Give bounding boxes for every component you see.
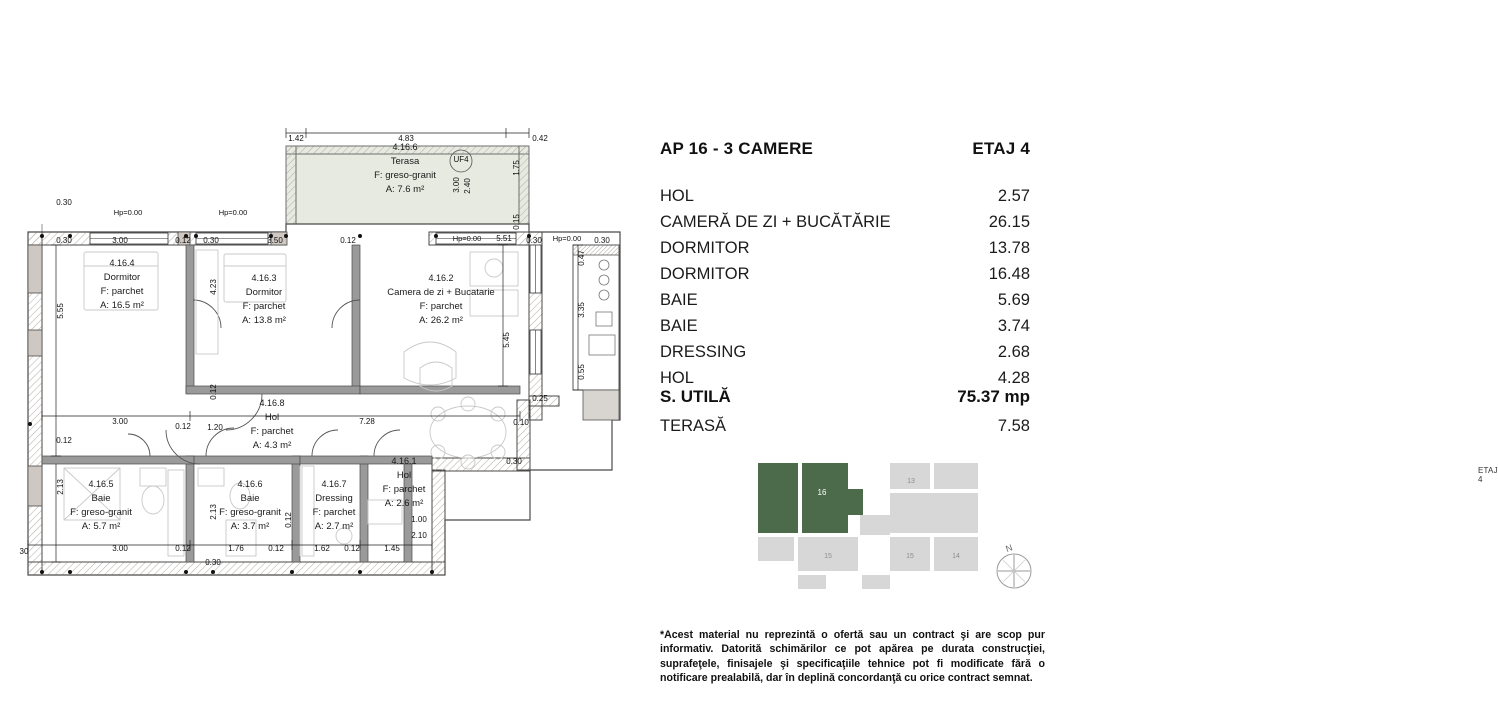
plan-dimension: 0.30 xyxy=(594,236,610,245)
plan-dimension: 3.00 xyxy=(112,236,128,245)
plan-dimension: 0.30 xyxy=(56,198,72,207)
plan-room-finish: F: parchet xyxy=(100,286,144,297)
svg-text:13: 13 xyxy=(907,478,915,485)
plan-dimension: 0.12 xyxy=(175,544,191,553)
plan-dimension: 0.10 xyxy=(513,418,529,427)
terrace-label: TERASĂ xyxy=(660,417,727,435)
room-area: 2.57 xyxy=(997,186,1030,205)
plan-dimension: 1.62 xyxy=(314,544,330,553)
floor-plan xyxy=(0,0,640,720)
plan-room-name: Baie xyxy=(240,493,260,504)
plan-dimension: 1.00 xyxy=(411,515,427,524)
room-row xyxy=(660,209,1030,235)
plan-dimension-vertical: 0.12 xyxy=(284,512,293,528)
plan-dimension: 1.45 xyxy=(384,544,400,553)
plan-room-code: 4.16.3 xyxy=(251,273,277,283)
svg-text:15: 15 xyxy=(824,553,832,560)
plan-dimension-vertical: 0.47 xyxy=(577,250,586,266)
plan-dimension: 0.25 xyxy=(532,394,548,403)
plan-room-code: 4.16.6 xyxy=(392,142,418,152)
north-arrow xyxy=(997,542,1031,588)
plan-room-name: Dormitor xyxy=(103,272,141,283)
plan-room-finish: F: parchet xyxy=(242,301,286,312)
plan-dimension: 7.28 xyxy=(359,417,375,426)
plan-dimension: 3.00 xyxy=(112,417,128,426)
plan-room-finish: F: greso-granit xyxy=(374,170,436,181)
plan-dimension: 0.12 xyxy=(56,436,72,445)
room-area: 2.68 xyxy=(997,343,1030,362)
plan-dimension-vertical: 3.35 xyxy=(577,302,586,318)
plan-room-area: A: 2.7 m² xyxy=(314,521,354,532)
plan-dimension: 1.20 xyxy=(207,423,223,432)
room-area: 3.74 xyxy=(997,317,1030,336)
plan-dimension: 30 xyxy=(19,547,29,556)
plan-room-name: Terasa xyxy=(390,156,420,167)
plan-dimension-vertical: 1.75 xyxy=(512,160,521,176)
disclaimer-text: *Acest material nu reprezintă o ofertă sau un contract şi are scop pur informativ. Datorită schimărilor ce pot apărea pe durata construcţiei, suprafeţele, finisajele şi specificaţiile tehnice pot fi modificate fără o notificare prealabilă, dar în deplină concordanţă cu orice contract semnat. xyxy=(660,629,1045,684)
terrace-area-row xyxy=(660,417,1030,436)
plan-dimension: 0.12 xyxy=(268,544,284,553)
plan-room-name: Baie xyxy=(91,493,111,504)
plan-room-name: Camera de zi + Bucatarie xyxy=(387,287,495,298)
plan-dimension-vertical: 3.00 xyxy=(452,177,461,193)
plan-room-area: A: 3.7 m² xyxy=(230,521,270,532)
plan-dimension: 1.42 xyxy=(288,134,304,143)
plan-dimension: 0.30 xyxy=(506,457,522,466)
total-value: 75.37 mp xyxy=(957,387,1030,406)
room-area: 4.28 xyxy=(997,369,1030,388)
floor-label: ETAJ 4 xyxy=(972,139,1030,158)
plan-room-code: 4.16.1 xyxy=(391,456,417,466)
room-area: 5.69 xyxy=(997,291,1030,309)
plan-window-height: Hp=0.00 xyxy=(552,234,582,243)
svg-text:16: 16 xyxy=(817,488,827,497)
plan-room-name: Dormitor xyxy=(245,287,283,298)
plan-room-name: Hol xyxy=(396,470,412,481)
rooms-table xyxy=(660,183,1030,392)
room-row xyxy=(660,314,1030,340)
plan-dimension: 3.00 xyxy=(112,544,128,553)
svg-text:14: 14 xyxy=(952,553,960,560)
plan-marker-label: UF4 xyxy=(453,155,469,164)
room-row xyxy=(660,288,1030,314)
plan-room-finish: F: parchet xyxy=(382,484,426,495)
plan-room-area: A: 5.7 m² xyxy=(81,521,121,532)
plan-dimension-vertical: 0.55 xyxy=(577,364,586,380)
room-name: CAMERĂ DE ZI + BUCĂTĂRIE xyxy=(660,212,891,231)
svg-text:15: 15 xyxy=(906,553,914,560)
room-name: DRESSING xyxy=(660,343,747,362)
room-row xyxy=(660,261,1030,287)
plan-room-finish: F: parchet xyxy=(419,301,463,312)
room-row xyxy=(660,183,1030,209)
plan-room-area: A: 2.6 m² xyxy=(384,498,424,509)
room-name: HOL xyxy=(660,369,694,388)
total-usable-area-row xyxy=(660,387,1030,407)
plan-dimension: 0.12 xyxy=(344,544,360,553)
info-panel xyxy=(650,0,1498,720)
plan-room-finish: F: greso-granit xyxy=(219,507,281,518)
plan-dimension: 3.50 xyxy=(267,236,283,245)
plan-dimension: 0.12 xyxy=(340,236,356,245)
plan-room-area: A: 7.6 m² xyxy=(385,184,425,195)
plan-room-finish: F: parchet xyxy=(312,507,356,518)
plan-dimension-vertical: 2.40 xyxy=(463,178,472,194)
total-label: S. UTILĂ xyxy=(660,387,731,406)
plan-room-code: 4.16.2 xyxy=(428,273,454,283)
svg-text:N: N xyxy=(1004,542,1014,554)
room-name: HOL xyxy=(660,186,694,205)
plan-room-code: 4.16.7 xyxy=(321,479,347,489)
plan-room-area: A: 16.5 m² xyxy=(100,300,144,311)
plan-room-name: Dressing xyxy=(315,493,353,504)
plan-room-code: 4.16.4 xyxy=(109,258,135,268)
plan-dimension: 0.42 xyxy=(532,134,548,143)
key-plan xyxy=(738,455,1038,605)
plan-dimension-vertical: 4.23 xyxy=(209,279,218,295)
room-name: DORMITOR xyxy=(660,264,750,283)
plan-dimension-vertical: 2.13 xyxy=(56,479,65,495)
plan-dimension: 0.30 xyxy=(203,236,219,245)
room-row xyxy=(660,340,1030,366)
plan-room-finish: F: greso-granit xyxy=(70,507,132,518)
plan-dimension: 1.76 xyxy=(228,544,244,553)
plan-dimension: 2.10 xyxy=(411,531,427,540)
room-area: 26.15 xyxy=(988,212,1030,231)
plan-dimension: 0.12 xyxy=(175,236,191,245)
plan-dimension: 0.30 xyxy=(56,236,72,245)
room-row xyxy=(660,235,1030,261)
room-name: BAIE xyxy=(660,317,698,336)
plan-dimension: 4.83 xyxy=(398,134,414,143)
plan-room-area: A: 4.3 m² xyxy=(252,440,292,451)
plan-room-code: 4.16.6 xyxy=(237,479,263,489)
plan-room-finish: F: parchet xyxy=(250,426,294,437)
room-name: DORMITOR xyxy=(660,238,750,257)
plan-room-area: A: 13.8 m² xyxy=(242,315,286,326)
plan-window-height: Hp=0.00 xyxy=(452,234,482,243)
room-area: 16.48 xyxy=(988,264,1030,283)
plan-dimension: 0.12 xyxy=(175,422,191,431)
keyplan-floor-label: ETAJ 4 xyxy=(1478,466,1498,484)
plan-dimension-vertical: 0.15 xyxy=(512,214,521,230)
plan-dimension: 5.51 xyxy=(496,234,512,243)
plan-room-name: Hol xyxy=(264,412,280,423)
apartment-title: AP 16 - 3 CAMERE xyxy=(660,139,814,158)
terrace-value: 7.58 xyxy=(997,417,1030,435)
plan-dimension-vertical: 5.45 xyxy=(502,332,511,348)
plan-dimension-vertical: 5.55 xyxy=(56,303,65,319)
plan-window-height: Hp=0.00 xyxy=(218,208,248,217)
plan-room-code: 4.16.5 xyxy=(88,479,114,489)
plan-room-code: 4.16.8 xyxy=(259,398,285,408)
plan-dimension: 0.30 xyxy=(205,558,221,567)
plan-dimension-vertical: 0.12 xyxy=(209,384,218,400)
panel-header xyxy=(660,139,1030,159)
plan-window-height: Hp=0.00 xyxy=(113,208,143,217)
room-name: BAIE xyxy=(660,291,698,309)
plan-room-area: A: 26.2 m² xyxy=(419,315,463,326)
plan-dimension: 0.30 xyxy=(526,236,542,245)
plan-dimension-vertical: 2.13 xyxy=(209,504,218,520)
keyplan-selected-unit xyxy=(758,463,863,533)
room-area: 13.78 xyxy=(988,238,1030,257)
